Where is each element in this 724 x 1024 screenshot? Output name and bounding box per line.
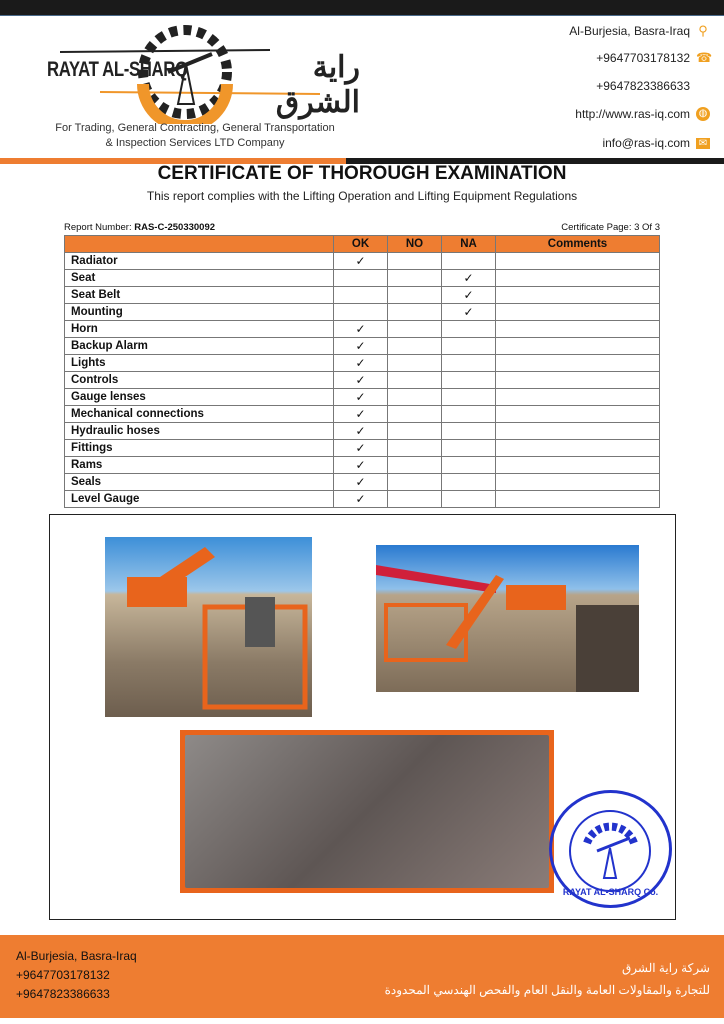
cell-no: [388, 253, 442, 270]
check-icon: ✓: [355, 322, 366, 336]
cell-comments: [496, 440, 660, 457]
cell-comments: [496, 270, 660, 287]
tagline-line-1: For Trading, General Contracting, General Transportation: [55, 122, 335, 134]
table-row: [65, 253, 660, 270]
table-row: [65, 338, 660, 355]
item-label: Mounting: [65, 304, 334, 321]
address-text: Al-Burjesia, Basra-Iraq: [569, 24, 690, 38]
column-comments: Comments: [496, 236, 660, 253]
contact-website[interactable]: [575, 107, 710, 121]
cell-ok: [334, 423, 388, 440]
contact-address: [569, 24, 710, 38]
cell-na: [442, 423, 496, 440]
website-link[interactable]: http://www.ras-iq.com: [575, 107, 690, 121]
cell-na: [442, 355, 496, 372]
item-label: Seals: [65, 474, 334, 491]
cell-ok: [334, 338, 388, 355]
item-label: Gauge lenses: [65, 389, 334, 406]
cell-na: [442, 321, 496, 338]
cell-ok: [334, 457, 388, 474]
phone-text: +9647823386633: [596, 79, 690, 93]
cell-na: [442, 253, 496, 270]
cell-na: [442, 270, 496, 287]
cell-no: [388, 270, 442, 287]
item-label: Horn: [65, 321, 334, 338]
cell-comments: [496, 406, 660, 423]
footer-contacts: [16, 947, 137, 1004]
table-row: [65, 474, 660, 491]
cell-no: [388, 321, 442, 338]
table-row: [65, 355, 660, 372]
cell-ok: [334, 321, 388, 338]
footer-address: Al-Burjesia, Basra-Iraq: [16, 949, 137, 963]
item-label: Level Gauge: [65, 491, 334, 508]
check-icon: ✓: [355, 339, 366, 353]
cell-ok: [334, 440, 388, 457]
page-subtitle: This report complies with the Lifting Operation and Lifting Equipment Regulations: [146, 189, 578, 203]
cell-na: [442, 406, 496, 423]
table-row: [65, 457, 660, 474]
logo-text-en: RAYAT AL-SHARQ: [47, 58, 188, 81]
check-icon: ✓: [463, 271, 474, 285]
item-label: Radiator: [65, 253, 334, 270]
check-icon: ✓: [355, 424, 366, 438]
item-label: Lights: [65, 355, 334, 372]
photo-nameplate: [180, 730, 554, 893]
cell-na: [442, 389, 496, 406]
column-item: [65, 236, 334, 253]
footer-arabic-description: للتجارة والمقاولات العامة والنقل العام والفحص الهندسي المحدودة: [384, 983, 710, 997]
footer-phone-2: +9647823386633: [16, 987, 110, 1001]
cell-comments: [496, 474, 660, 491]
cell-comments: [496, 423, 660, 440]
table-row: [65, 423, 660, 440]
page-title: CERTIFICATE OF THOROUGH EXAMINATION: [157, 163, 567, 184]
footer-phone-1: +9647703178132: [16, 968, 110, 982]
item-label: Controls: [65, 372, 334, 389]
cell-no: [388, 474, 442, 491]
check-icon: ✓: [355, 441, 366, 455]
cell-no: [388, 440, 442, 457]
cell-na: [442, 440, 496, 457]
item-label: Backup Alarm: [65, 338, 334, 355]
cell-ok: [334, 491, 388, 508]
check-icon: ✓: [355, 254, 366, 268]
column-no: NO: [388, 236, 442, 253]
cell-no: [388, 372, 442, 389]
footer: [0, 935, 724, 1018]
cell-comments: [496, 338, 660, 355]
logo-text-ar: راية الشرق: [275, 51, 360, 119]
cell-comments: [496, 457, 660, 474]
cell-ok: [334, 355, 388, 372]
table-row: [65, 491, 660, 508]
email-link[interactable]: info@ras-iq.com: [602, 136, 690, 150]
report-number-value: RAS-C-250330092: [134, 222, 216, 233]
cell-no: [388, 389, 442, 406]
item-label: Fittings: [65, 440, 334, 457]
cell-ok: [334, 270, 388, 287]
item-label: Mechanical connections: [65, 406, 334, 423]
check-icon: ✓: [463, 288, 474, 302]
phone-text: +9647703178132: [596, 51, 690, 65]
globe-icon: ◍: [696, 107, 710, 121]
cell-ok: [334, 304, 388, 321]
cell-comments: [496, 355, 660, 372]
item-label: Hydraulic hoses: [65, 423, 334, 440]
footer-arabic: [385, 957, 710, 1001]
check-icon: ✓: [463, 305, 474, 319]
contact-email[interactable]: [602, 136, 710, 150]
tagline-line-2: & Inspection Services LTD Company: [105, 137, 285, 149]
cell-no: [388, 355, 442, 372]
table-row: [65, 270, 660, 287]
cell-no: [388, 423, 442, 440]
cell-na: [442, 304, 496, 321]
cell-no: [388, 287, 442, 304]
cell-comments: [496, 389, 660, 406]
cell-na: [442, 491, 496, 508]
cell-no: [388, 304, 442, 321]
cell-ok: [334, 389, 388, 406]
report-number: [64, 222, 215, 233]
table-row: [65, 389, 660, 406]
cell-no: [388, 338, 442, 355]
table-row: [65, 287, 660, 304]
cell-no: [388, 491, 442, 508]
cell-comments: [496, 321, 660, 338]
phone-icon: ☎: [696, 50, 713, 65]
stamp-text: RAYAT AL-SHARQ Co.: [562, 887, 659, 897]
check-icon: ✓: [355, 356, 366, 370]
company-stamp: [549, 790, 672, 908]
contact-phone-1: [596, 50, 713, 65]
item-label: Seat: [65, 270, 334, 287]
cell-comments: [496, 372, 660, 389]
cell-na: [442, 287, 496, 304]
cell-na: [442, 372, 496, 389]
photo-boom-lift-front: [105, 537, 312, 717]
location-pin-icon: ⚲: [698, 23, 708, 38]
item-label: Rams: [65, 457, 334, 474]
table-row: [65, 406, 660, 423]
cell-no: [388, 406, 442, 423]
check-icon: ✓: [355, 373, 366, 387]
check-icon: ✓: [355, 458, 366, 472]
cell-comments: [496, 287, 660, 304]
cell-ok: [334, 287, 388, 304]
column-ok: OK: [334, 236, 388, 253]
mail-icon: ✉: [696, 138, 710, 149]
check-icon: ✓: [355, 390, 366, 404]
cell-na: [442, 474, 496, 491]
cell-comments: [496, 253, 660, 270]
cell-ok: [334, 372, 388, 389]
cell-comments: [496, 491, 660, 508]
column-na: NA: [442, 236, 496, 253]
cell-ok: [334, 253, 388, 270]
cell-ok: [334, 474, 388, 491]
cell-ok: [334, 406, 388, 423]
table-header: [65, 236, 660, 253]
cell-no: [388, 457, 442, 474]
table-row: [65, 372, 660, 389]
table-row: [65, 321, 660, 338]
cell-na: [442, 457, 496, 474]
check-icon: ✓: [355, 407, 366, 421]
cell-comments: [496, 304, 660, 321]
item-label: Seat Belt: [65, 287, 334, 304]
contact-phone-2: [596, 79, 710, 93]
certificate-page: Certificate Page: 3 Of 3: [561, 222, 660, 233]
inspection-table: [64, 235, 660, 508]
table-row: [65, 304, 660, 321]
photo-boom-lift-side: [376, 545, 639, 692]
report-number-label: Report Number:: [64, 222, 135, 233]
cell-na: [442, 338, 496, 355]
check-icon: ✓: [355, 492, 366, 506]
company-tagline: [40, 121, 350, 151]
footer-arabic-company: شركة راية الشرق: [621, 961, 710, 975]
table-row: [65, 440, 660, 457]
check-icon: ✓: [355, 475, 366, 489]
spacer: [696, 79, 710, 93]
top-bar: [0, 0, 724, 16]
